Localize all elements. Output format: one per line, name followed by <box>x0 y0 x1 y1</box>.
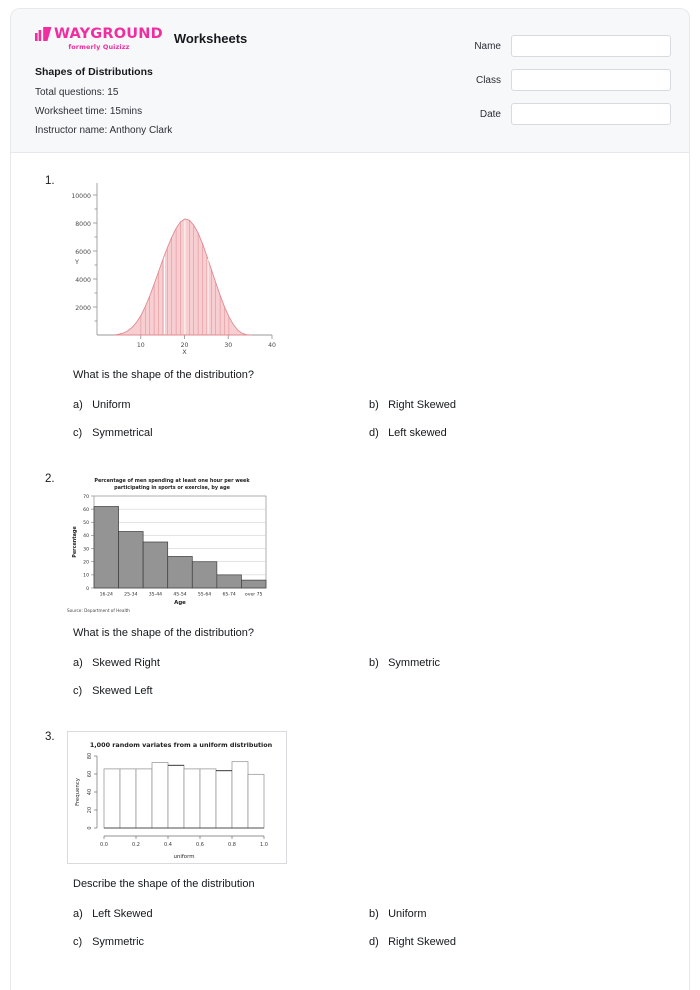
svg-text:10: 10 <box>83 573 89 579</box>
question-2-prompt: What is the shape of the distribution? <box>73 627 254 639</box>
svg-text:0: 0 <box>87 826 93 830</box>
option-key: a) <box>73 657 83 669</box>
svg-text:Frequency: Frequency <box>75 778 81 806</box>
svg-text:40: 40 <box>268 342 276 349</box>
question-2 <box>35 473 665 697</box>
option-key: b) <box>369 657 379 669</box>
svg-text:50: 50 <box>83 521 89 527</box>
total-questions: Total questions: 15 <box>35 87 119 98</box>
wayground-mark-icon <box>35 27 52 41</box>
option-label: Skewed Left <box>92 685 153 697</box>
svg-text:45-54: 45-54 <box>173 592 187 598</box>
option-label: Symmetric <box>92 936 145 948</box>
question-1-figure <box>67 175 277 355</box>
question-3-figure <box>67 731 287 864</box>
normal-distribution-histogram <box>67 175 277 355</box>
question-3 <box>35 731 665 948</box>
svg-text:30: 30 <box>224 342 233 349</box>
svg-text:0.0: 0.0 <box>100 842 108 848</box>
option-key: b) <box>369 908 379 920</box>
svg-text:0.8: 0.8 <box>228 842 236 848</box>
class-input[interactable] <box>511 69 671 91</box>
svg-text:10: 10 <box>136 342 145 349</box>
question-1-option-d[interactable] <box>369 427 665 439</box>
class-field-label: Class <box>475 74 501 86</box>
worksheet-time: Worksheet time: 15mins <box>35 106 143 117</box>
svg-text:Y: Y <box>75 258 79 266</box>
svg-text:over 75: over 75 <box>244 592 263 598</box>
option-label: Left skewed <box>388 427 447 439</box>
svg-text:participating in sports or exe: participating in sports or exercise, by age <box>114 485 230 491</box>
wayground-logo <box>35 27 163 50</box>
question-3-option-b[interactable] <box>369 908 665 920</box>
svg-text:Age: Age <box>174 600 186 606</box>
worksheet-card <box>10 8 690 990</box>
svg-text:8000: 8000 <box>75 221 91 228</box>
option-key: c) <box>73 685 83 697</box>
svg-text:0.4: 0.4 <box>164 842 172 848</box>
option-key: b) <box>369 399 379 411</box>
svg-text:40: 40 <box>87 788 93 796</box>
svg-text:30: 30 <box>83 547 89 553</box>
svg-text:0.2: 0.2 <box>132 842 140 848</box>
svg-text:70: 70 <box>83 494 89 500</box>
option-label: Uniform <box>92 399 131 411</box>
question-2-options <box>73 657 665 697</box>
sports-participation-bar-chart <box>67 473 272 615</box>
svg-text:10000: 10000 <box>71 193 91 200</box>
svg-text:6000: 6000 <box>75 249 91 256</box>
worksheet-title: Shapes of Distributions <box>35 66 153 78</box>
date-field-label: Date <box>479 108 501 120</box>
question-3-prompt: Describe the shape of the distribution <box>73 878 255 890</box>
name-input[interactable] <box>511 35 671 57</box>
svg-text:16-24: 16-24 <box>99 592 113 598</box>
question-1 <box>35 175 665 439</box>
question-1-option-b[interactable] <box>369 399 665 411</box>
question-1-option-a[interactable] <box>73 399 369 411</box>
date-input[interactable] <box>511 103 671 125</box>
option-key: a) <box>73 399 83 411</box>
question-3-option-a[interactable] <box>73 908 369 920</box>
field-row-date <box>431 103 671 125</box>
question-1-options <box>73 399 665 439</box>
option-label: Symmetric <box>388 657 441 669</box>
question-2-option-b[interactable] <box>369 657 665 669</box>
svg-text:60: 60 <box>87 770 93 778</box>
svg-text:20: 20 <box>83 560 89 566</box>
worksheet-body <box>11 153 689 948</box>
svg-text:1.0: 1.0 <box>260 842 268 848</box>
svg-text:X: X <box>182 348 187 355</box>
option-label: Uniform <box>388 908 427 920</box>
question-2-number: 2. <box>45 473 55 485</box>
svg-text:2000: 2000 <box>75 305 91 312</box>
worksheets-label: Worksheets <box>173 31 248 46</box>
option-label: Symmetrical <box>92 427 153 439</box>
question-1-option-c[interactable] <box>73 427 369 439</box>
option-label: Right Skewed <box>388 936 456 948</box>
uniform-distribution-histogram <box>68 732 286 863</box>
wayground-wordmark: WAYGROUND <box>54 26 163 42</box>
svg-text:80: 80 <box>87 752 93 760</box>
svg-text:55-64: 55-64 <box>197 592 212 598</box>
option-label: Left Skewed <box>92 908 153 920</box>
svg-text:Percentage of men spending at: Percentage of men spending at least one hour per week <box>94 478 250 484</box>
svg-text:60: 60 <box>83 507 89 513</box>
option-key: c) <box>73 936 83 948</box>
option-key: c) <box>73 427 83 439</box>
svg-text:25-34: 25-34 <box>124 592 138 598</box>
option-label: Skewed Right <box>92 657 160 669</box>
question-3-option-d[interactable] <box>369 936 665 948</box>
question-1-prompt: What is the shape of the distribution? <box>73 369 254 381</box>
svg-text:35-44: 35-44 <box>148 592 163 598</box>
question-2-figure <box>67 473 272 613</box>
svg-text:20: 20 <box>87 806 93 814</box>
question-3-options <box>73 908 665 948</box>
svg-text:65-74: 65-74 <box>222 592 236 598</box>
instructor-name: Instructor name: Anthony Clark <box>35 125 173 136</box>
name-field-label: Name <box>474 40 501 52</box>
svg-text:Percentage: Percentage <box>72 526 78 558</box>
option-key: d) <box>369 936 379 948</box>
question-3-number: 3. <box>45 731 55 743</box>
field-row-name <box>431 35 671 57</box>
question-2-option-a[interactable] <box>73 657 369 669</box>
question-3-option-c[interactable] <box>73 936 369 948</box>
svg-text:uniform: uniform <box>173 854 195 860</box>
svg-text:4000: 4000 <box>75 277 91 284</box>
svg-text:40: 40 <box>83 534 89 540</box>
student-fields <box>431 35 671 137</box>
svg-text:Source: Department of Health: Source: Department of Health <box>67 608 130 613</box>
wayground-tagline: formerly Quizizz <box>68 42 130 51</box>
svg-text:0.6: 0.6 <box>196 842 204 848</box>
svg-text:0: 0 <box>86 586 89 592</box>
worksheet-header <box>11 9 689 153</box>
option-label: Right Skewed <box>388 399 456 411</box>
svg-text:1,000 random variates from a u: 1,000 random variates from a uniform distribution <box>89 741 273 749</box>
field-row-class <box>431 69 671 91</box>
option-key: a) <box>73 908 83 920</box>
option-key: d) <box>369 427 379 439</box>
question-1-number: 1. <box>45 175 55 187</box>
question-2-option-c[interactable] <box>73 685 369 697</box>
svg-text:20: 20 <box>180 342 189 349</box>
